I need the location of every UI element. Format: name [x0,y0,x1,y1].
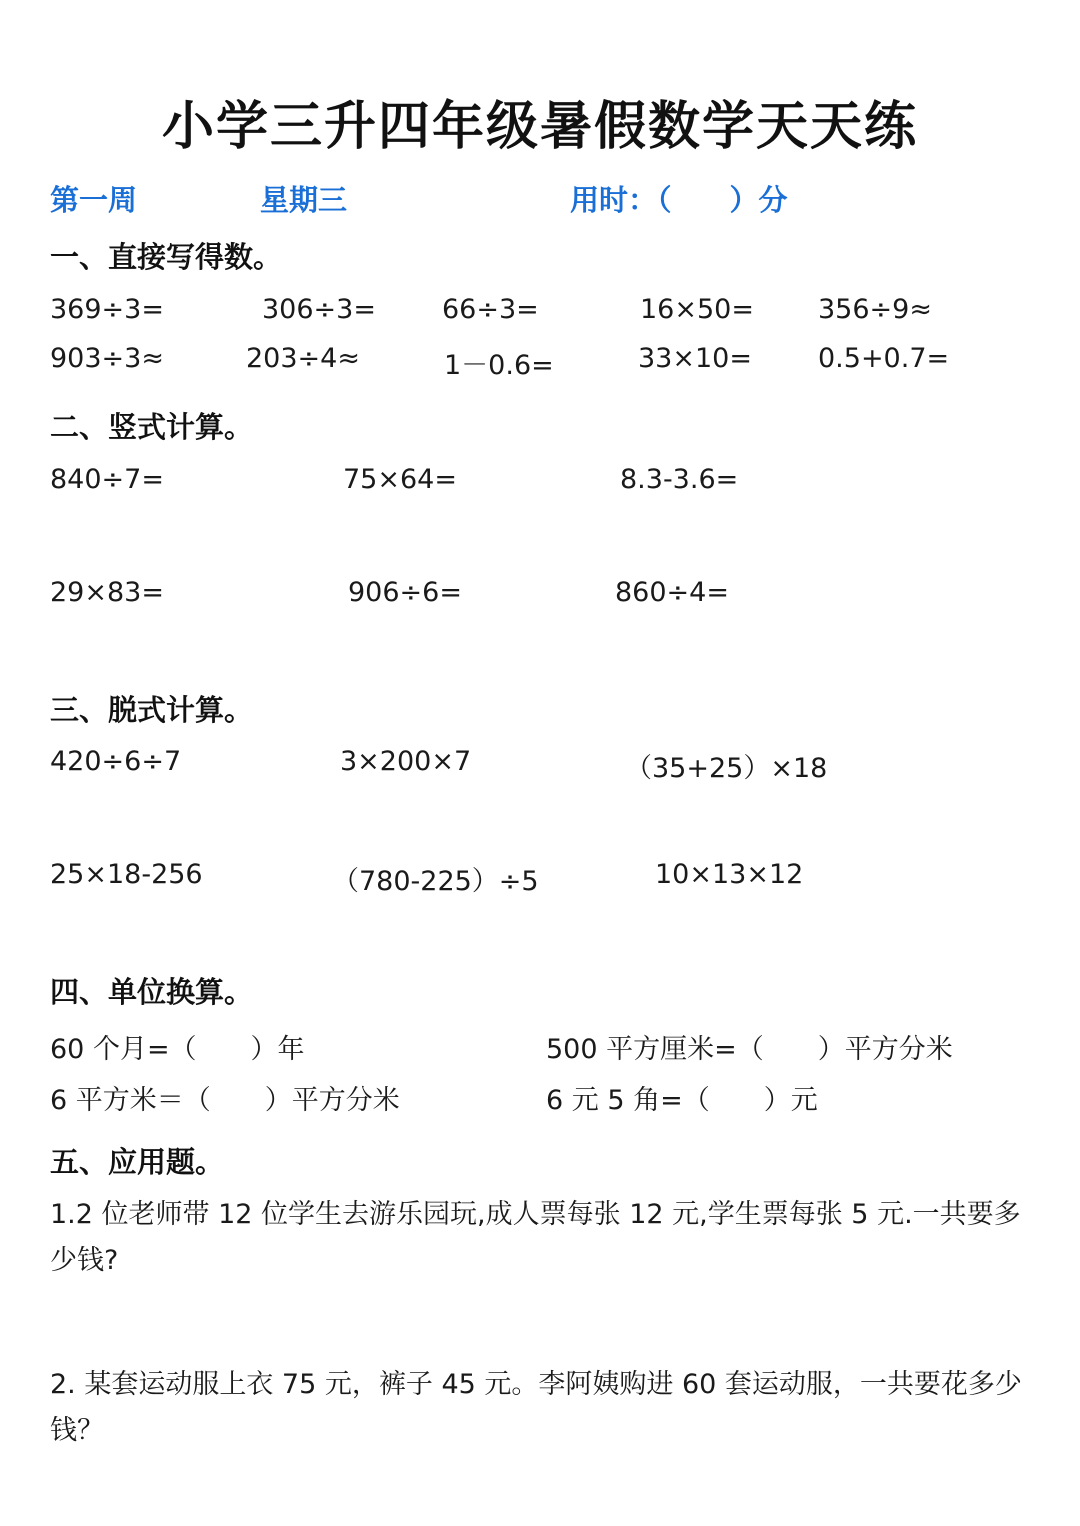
problem: 33×10= [638,343,752,374]
problem: 60 个月=（ ）年 [50,1034,305,1065]
problem: 10×13×12 [655,859,804,890]
problem: 16×50= [640,294,754,325]
section-2-heading: 二、竖式计算。 [50,410,254,444]
section-3-heading: 三、脱式计算。 [50,693,254,727]
problem: 500 平方厘米=（ ）平方分米 [546,1034,953,1065]
problem: 6 元 5 角=（ ）元 [546,1085,818,1116]
problem: 306÷3= [262,294,376,325]
problem: 66÷3= [442,294,539,325]
word-problem-1: 1.2 位老师带 12 位学生去游乐园玩,成人票每张 12 元,学生票每张 5 元.一共要多少钱? [50,1199,1021,1276]
problem: 203÷4≈ [246,343,360,374]
week-label: 第一周 [50,183,138,217]
section-4-heading: 四、单位换算。 [50,975,254,1009]
section-1-heading: 一、直接写得数。 [50,240,283,274]
time-label: 用时：（ ）分 [570,183,788,217]
problem: 369÷3= [50,294,164,325]
problem: 356÷9≈ [818,294,932,325]
problem: 75×64= [343,464,457,495]
page-title: 小学三升四年级暑假数学天天练 [161,97,918,157]
problem: 3×200×7 [340,746,472,777]
word-problem-2: 2. 某套运动服上衣 75 元，裤子 45 元。李阿姨购进 60 套运动服，一共要花多少钱？ [50,1369,1022,1446]
problem: （35+25）×18 [625,753,828,784]
problem: 860÷4= [615,577,729,608]
problem: 6 平方米＝（ ）平方分米 [50,1085,400,1116]
problem: （780-225）÷5 [332,866,539,897]
problem: 0.5+0.7= [818,343,950,374]
problem: 8.3-3.6= [620,464,739,495]
problem: 1－0.6= [444,350,554,381]
problem: 29×83= [50,577,164,608]
day-label: 星期三 [260,183,348,217]
problem: 840÷7= [50,464,164,495]
problem: 906÷6= [348,577,462,608]
problem: 420÷6÷7 [50,746,182,777]
problem: 25×18-256 [50,859,203,890]
section-5-heading: 五、应用题。 [50,1145,225,1179]
problem: 903÷3≈ [50,343,164,374]
